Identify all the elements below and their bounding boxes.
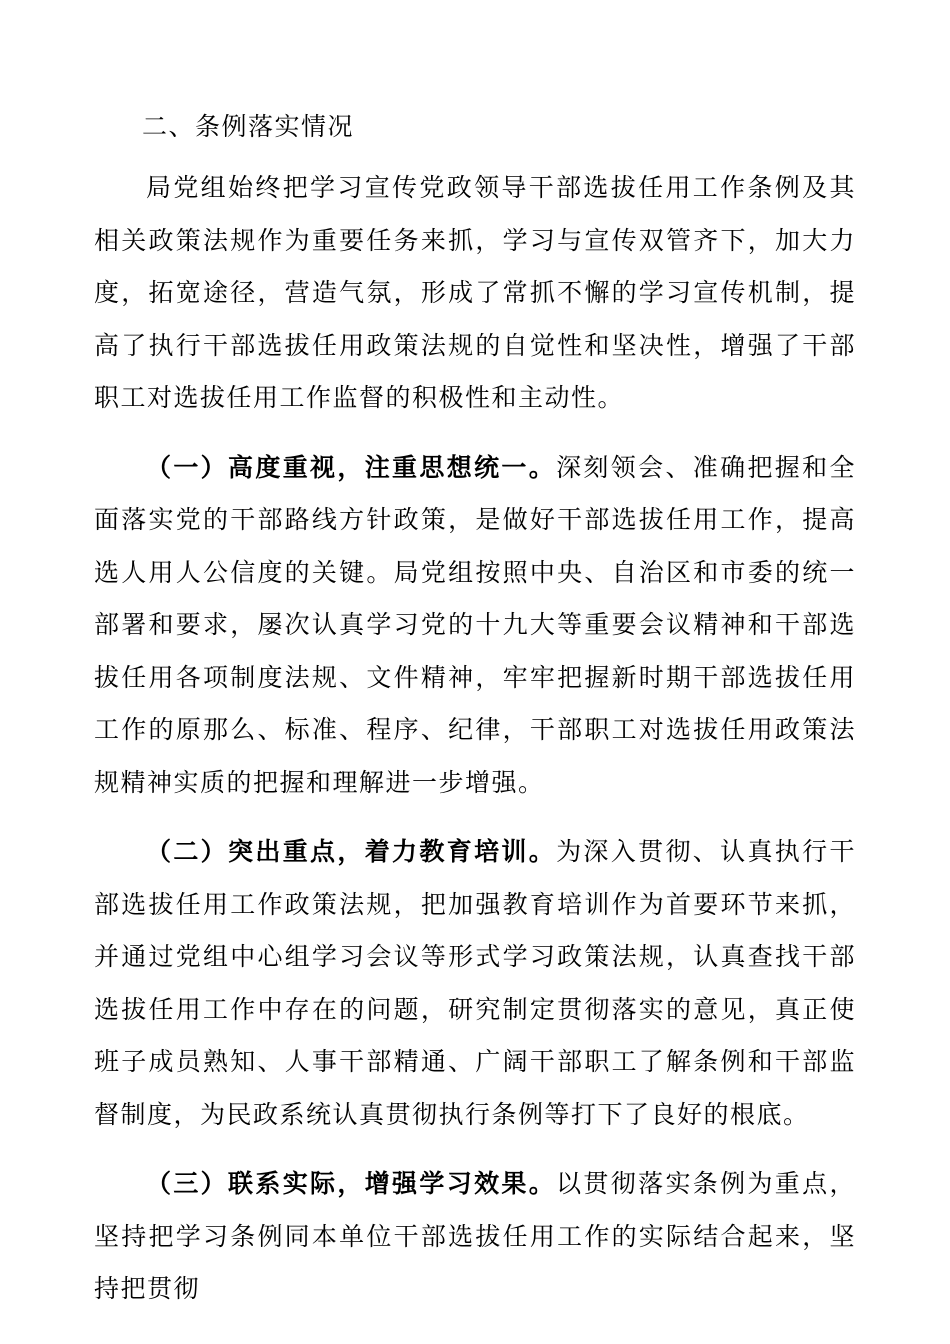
subsection-3-lead: （三）联系实际，增强学习效果。 xyxy=(146,1169,557,1198)
document-body xyxy=(94,104,856,1333)
subsection-3-paragraph xyxy=(94,1158,856,1316)
subsection-1-body: 深刻领会、准确把握和全面落实党的干部路线方针政策，是做好干部选拔任用工作，提高选人用人公信度的关键。局党组按照中央、自治区和市委的统一部署和要求，屡次认真学习党的十九大等重要会议精神和干部选拔任用各项制度法规、文件精神，牢牢把握新时期干部选拔任用工作的原那么、标准、程序、纪律，干部职工对选拔任用政策法规精神实质的把握和理解进一步增强。 xyxy=(94,452,856,797)
subsection-2-lead: （二）突出重点，着力教育培训。 xyxy=(146,837,557,866)
section-heading: 二、条例落实情况 xyxy=(142,112,355,141)
subsection-2-paragraph xyxy=(94,826,856,1141)
subsection-1-paragraph xyxy=(94,442,856,810)
subsection-2-body: 为深入贯彻、认真执行干部选拔任用工作政策法规，把加强教育培训作为首要环节来抓，并通过党组中心组学习会议等形式学习政策法规，认真查找干部选拔任用工作中存在的问题，研究制定贯彻落实的意见，真正使班子成员熟知、人事干部精通、广阔干部职工了解条例和干部监督制度，为民政系统认真贯彻执行条例等打下了良好的根底。 xyxy=(94,837,856,1129)
subsection-3-body: 以贯彻落实条例为重点，坚持把学习条例同本单位干部选拔任用工作的实际结合起来，坚持把贯彻 xyxy=(94,1169,856,1303)
intro-paragraph: 局党组始终把学习宣传党政领导干部选拔任用工作条例及其相关政策法规作为重要任务来抓，学习与宣传双管齐下，加大力度，拓宽途径，营造气氛，形成了常抓不懈的学习宣传机制，提高了执行干部选拔任用政策法规的自觉性和坚决性，增强了干部职工对选拔任用工作监督的积极性和主动性。 xyxy=(94,173,856,412)
subsection-1-lead: （一）高度重视，注重思想统一。 xyxy=(146,452,557,482)
